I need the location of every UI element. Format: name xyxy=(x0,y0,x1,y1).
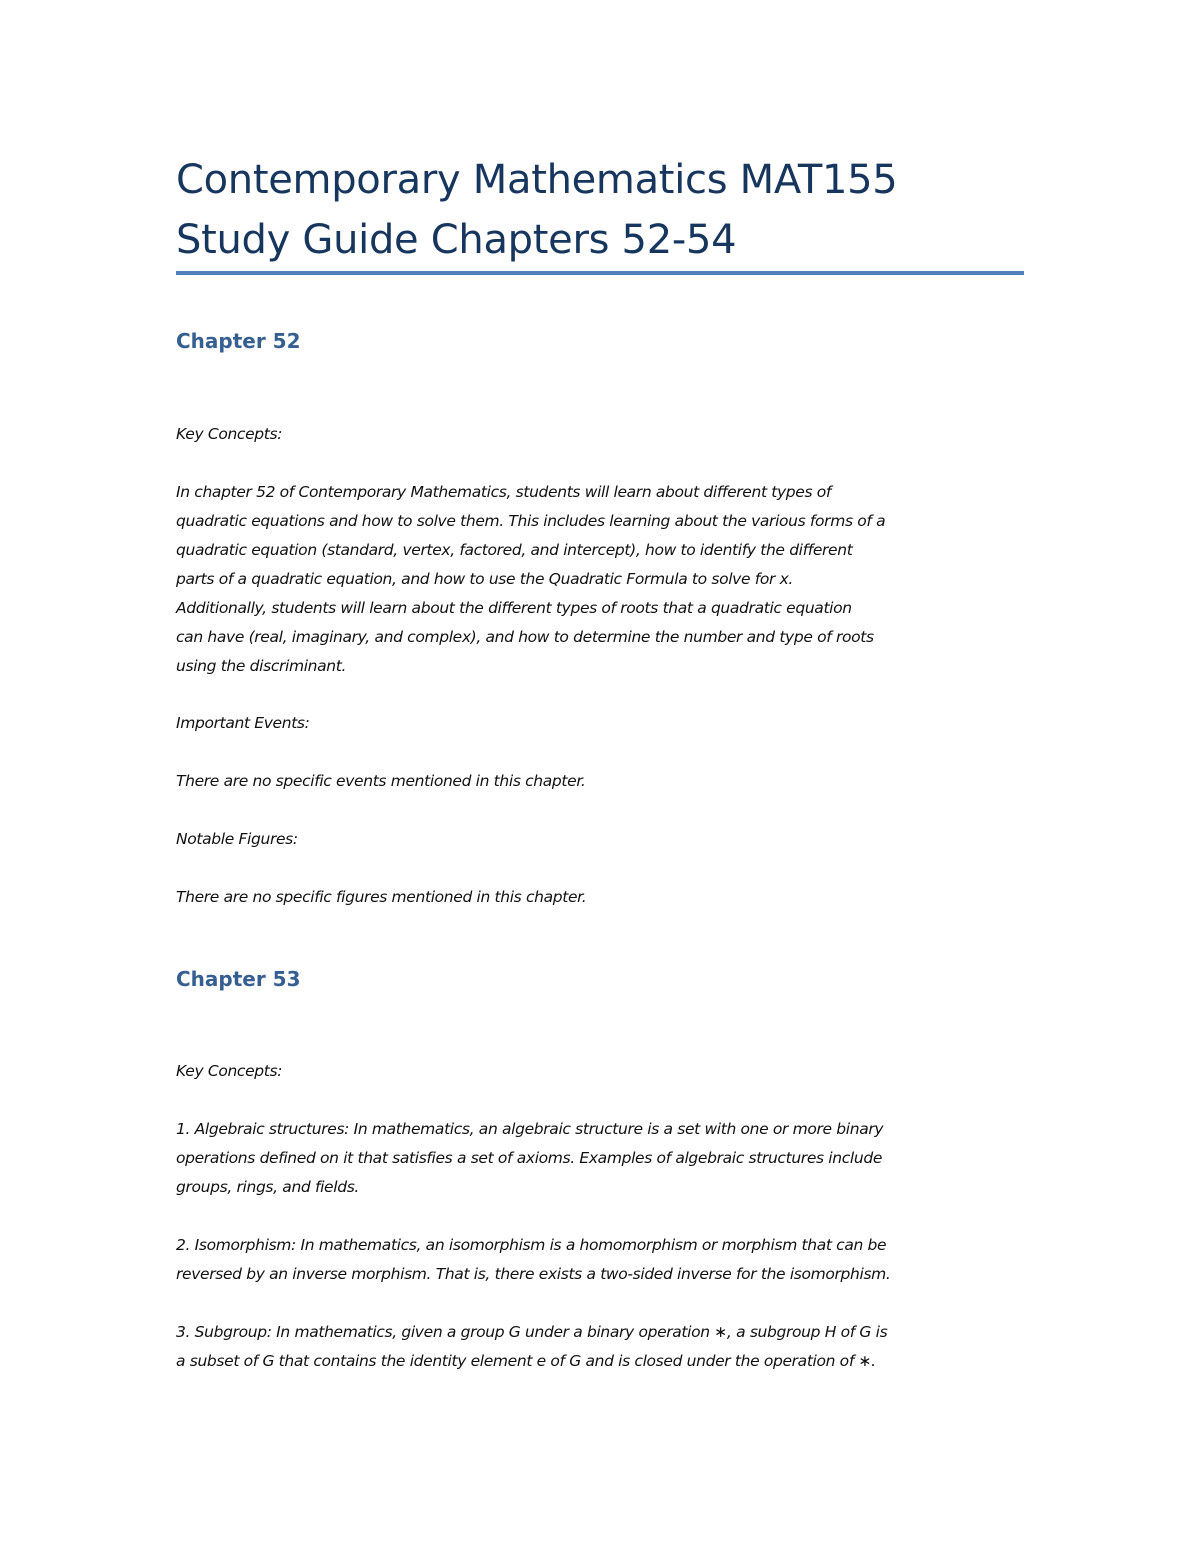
title-line: Contemporary Mathematics MAT155 xyxy=(176,157,898,203)
chapter-53-heading: Chapter 53 xyxy=(176,967,301,991)
chapter-53-item-isomorphism: 2. Isomorphism: In mathematics, an isomorphism is a homomorphism or morphism that can be reversed by an inverse morphism. That is, there exists a two-sided inverse for the isomorphism. xyxy=(176,1236,891,1283)
chapter-53-key-concepts-label: Key Concepts: xyxy=(176,1062,283,1080)
chapter-52-notable-figures-label: Notable Figures: xyxy=(176,830,298,848)
chapter-53-item-algebraic-structures: 1. Algebraic structures: In mathematics, an algebraic structure is a set with one or more binary operations defined on it that satisfies a set of axioms. Examples of algebraic structures include groups, rings, and fields. xyxy=(176,1120,884,1196)
chapter-52-key-concepts-label: Key Concepts: xyxy=(176,425,283,443)
chapter-52-important-events-label: Important Events: xyxy=(176,714,310,732)
title-underline xyxy=(176,271,1024,275)
chapter-52-notable-figures-text: There are no specific figures mentioned in this chapter. xyxy=(176,888,587,906)
title-line: Study Guide Chapters 52-54 xyxy=(176,217,737,263)
chapter-52-key-concepts-text: In chapter 52 of Contemporary Mathematics, students will learn about different types of quadratic equations and how to solve them. This includes learning about the various forms of a quadratic equation (standard, vertex, factored, and intercept), how to identify the different parts of a quadratic equation, and how to use the Quadratic Formula to solve for x. Additionally, students will learn about the different types of roots that a quadratic equation can have (real, imaginary, and complex), and how to determine the number and type of roots using the discriminant. xyxy=(176,483,886,675)
document-title xyxy=(176,150,1036,270)
chapter-53-item-subgroup: 3. Subgroup: In mathematics, given a group G under a binary operation ∗, a subgroup H of G is a subset of G that contains the identity element e of G and is closed under the operation of ∗. xyxy=(176,1323,888,1370)
chapter-52-important-events-text: There are no specific events mentioned in this chapter. xyxy=(176,772,586,790)
chapter-52-heading: Chapter 52 xyxy=(176,329,301,353)
